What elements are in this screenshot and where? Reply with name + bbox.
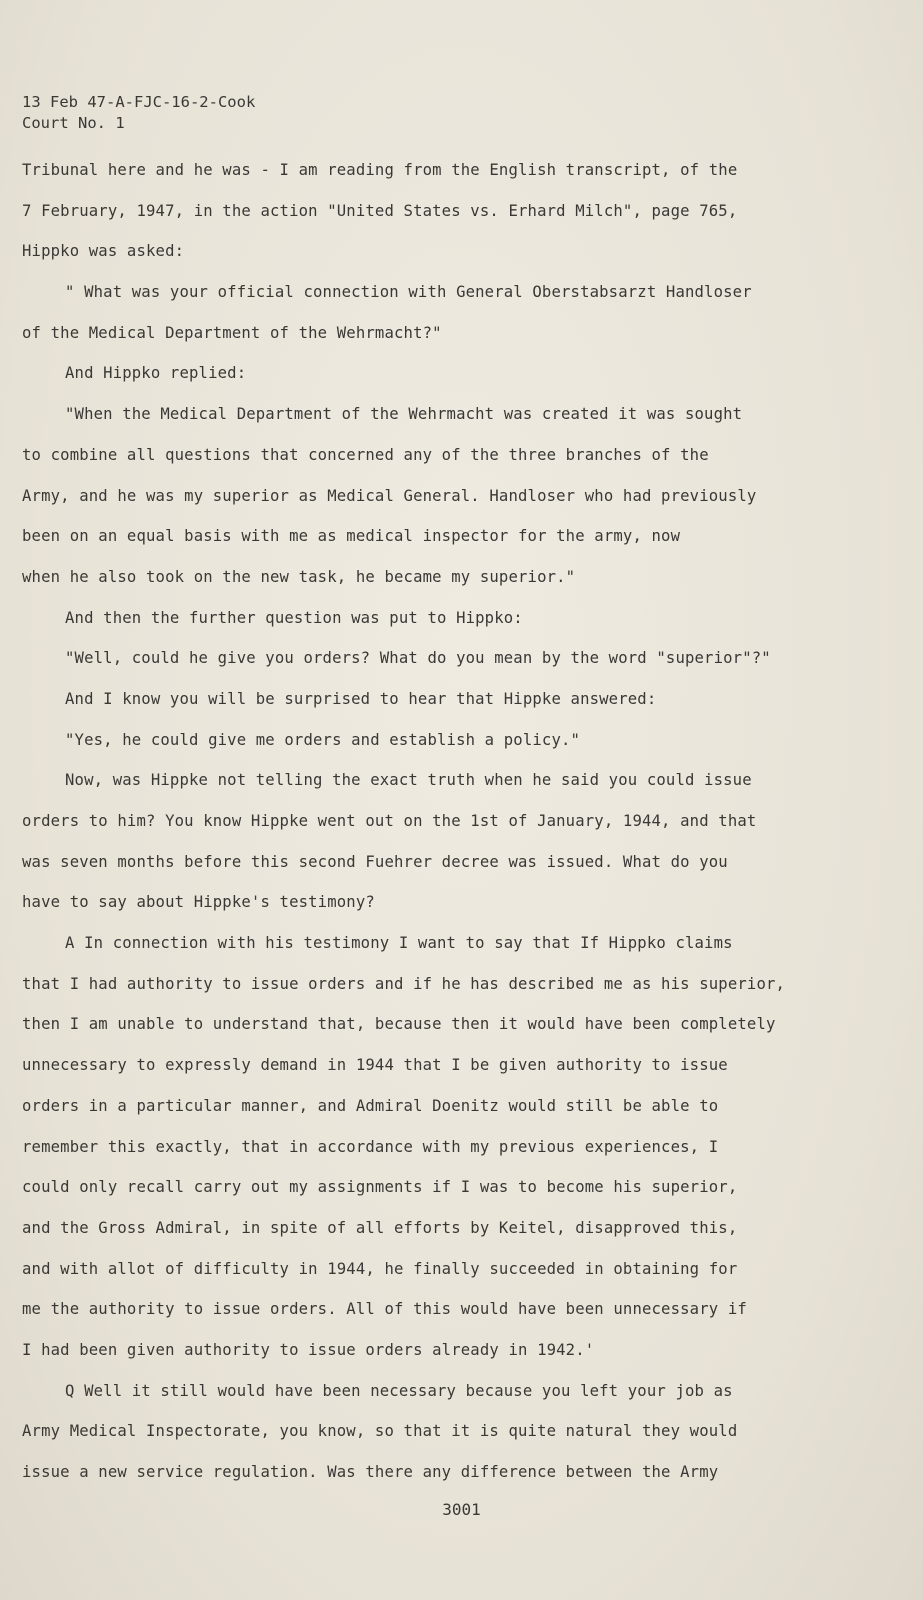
transcript-line: 7 February, 1947, in the action "United States vs. Erhard Milch", page 765,: [22, 201, 738, 220]
transcript-line: Tribunal here and he was - I am reading from the English transcript, of the: [22, 161, 738, 179]
transcript-line: orders in a particular manner, and Admiral Doenitz would still be able to: [22, 1096, 719, 1115]
transcript-line: could only recall carry out my assignments if I was to become his superior,: [22, 1178, 738, 1197]
transcript-line: me the authority to issue orders. All of this would have been unnecessary if: [22, 1300, 747, 1319]
transcript-line: that I had authority to issue orders and if he has described me as his superior,: [22, 974, 786, 993]
transcript-line: issue a new service regulation. Was there any difference between the Army: [22, 1463, 719, 1481]
transcript-body: [22, 150, 890, 1493]
transcript-line: orders to him? You know Hippke went out on the 1st of January, 1944, and that: [22, 812, 757, 830]
transcript-line: Q Well it still would have been necessary because you left your job as: [65, 1381, 733, 1400]
transcript-line: And Hippko replied:: [65, 364, 247, 383]
transcript-line: Hippko was asked:: [22, 242, 185, 261]
transcript-line: A In connection with his testimony I want to say that If Hippko claims: [65, 934, 733, 953]
transcript-line: And I know you will be surprised to hear that Hippke answered:: [65, 689, 657, 708]
transcript-line: And then the further question was put to Hippko:: [65, 608, 523, 627]
page-number: 3001: [442, 1500, 481, 1519]
transcript-line: Army Medical Inspectorate, you know, so that it is quite natural they would: [22, 1422, 738, 1441]
transcript-line: of the Medical Department of the Wehrmacht?": [22, 323, 442, 342]
transcript-line: to combine all questions that concerned any of the three branches of the: [22, 445, 709, 464]
document-header: [22, 92, 255, 134]
transcript-line: I had been given authority to issue orders already in 1942.': [22, 1340, 595, 1359]
header-court: Court No. 1: [22, 114, 125, 132]
transcript-line: Army, and he was my superior as Medical General. Handloser who had previously: [22, 486, 757, 505]
transcript-line: "Yes, he could give me orders and establish a policy.": [65, 730, 581, 749]
transcript-line: " What was your official connection with General Oberstabsarzt Handloser: [65, 283, 752, 302]
transcript-line: and with allot of difficulty in 1944, he finally succeeded in obtaining for: [22, 1259, 738, 1278]
transcript-line: remember this exactly, that in accordance with my previous experiences, I: [22, 1137, 719, 1156]
header-date-ref: 13 Feb 47-A-FJC-16-2-Cook: [22, 93, 256, 111]
transcript-line: when he also took on the new task, he became my superior.": [22, 567, 576, 586]
transcript-line: have to say about Hippke's testimony?: [22, 893, 375, 912]
transcript-line: and the Gross Admiral, in spite of all efforts by Keitel, disapproved this,: [22, 1218, 738, 1237]
transcript-line: was seven months before this second Fuehrer decree was issued. What do you: [22, 852, 728, 871]
transcript-line: then I am unable to understand that, because then it would have been completely: [22, 1015, 776, 1034]
transcript-line: Now, was Hippke not telling the exact truth when he said you could issue: [65, 771, 752, 790]
transcript-line: "Well, could he give you orders? What do you mean by the word "superior"?": [65, 649, 771, 668]
transcript-line: unnecessary to expressly demand in 1944 that I be given authority to issue: [22, 1056, 728, 1075]
transcript-line: been on an equal basis with me as medical inspector for the army, now: [22, 527, 681, 546]
transcript-line: "When the Medical Department of the Wehrmacht was created it was sought: [65, 405, 743, 424]
